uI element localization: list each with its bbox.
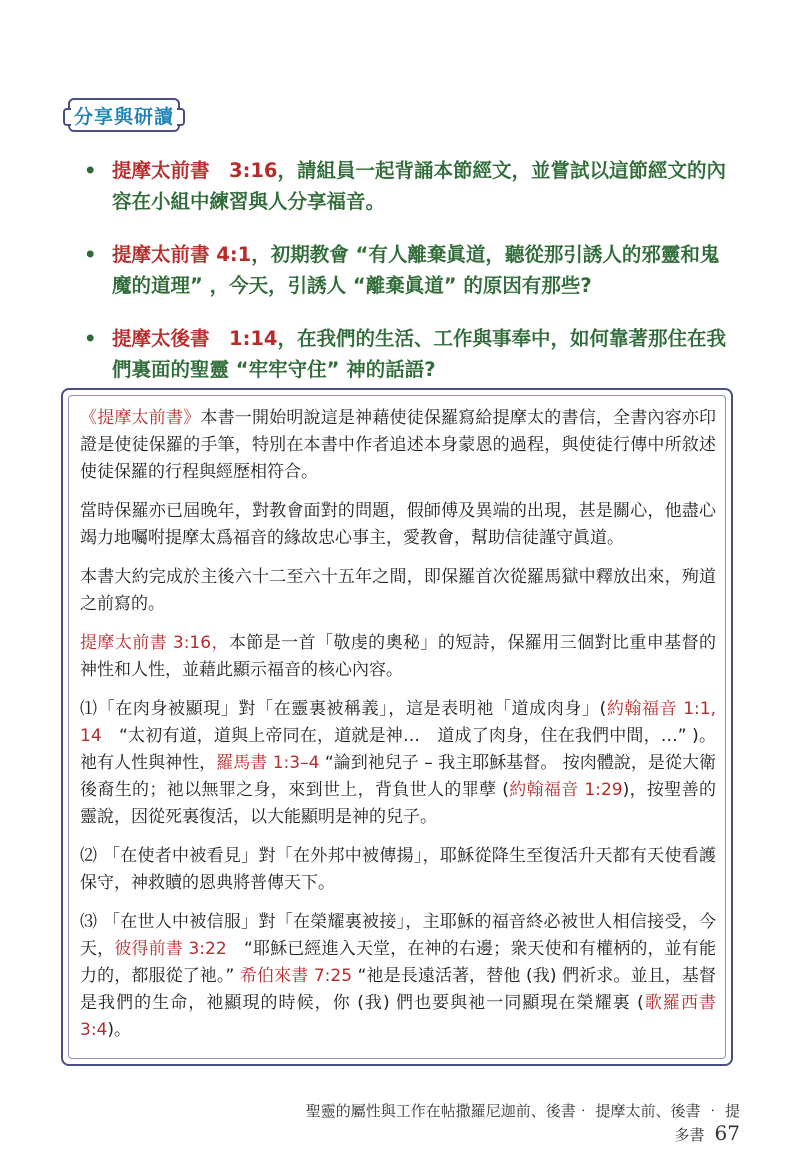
section-tag bbox=[68, 98, 180, 132]
bullet-icon: • bbox=[84, 243, 97, 266]
paragraph-text: “論到祂兒子 – 我主耶穌基督。 按肉體說，是從大衛後裔生的；祂以無罪之身，來到世上，背負世人的罪孽 ( bbox=[80, 753, 716, 800]
question-text: ，請組員一起背誦本節經文，並嘗試以這節經文的內容在小組中練習與人分享福音。 bbox=[112, 159, 727, 213]
verse-ref: 羅馬書 1:3–4 bbox=[216, 753, 320, 773]
paragraph-text: )，按聖善的靈說，因從死裏復活，以大能顯明是神的兒子。 bbox=[80, 780, 716, 827]
page-footer bbox=[300, 1100, 740, 1145]
paragraph bbox=[80, 564, 716, 618]
question-ref: 提摩太後書 1:14 bbox=[112, 327, 278, 350]
question-ref: 提摩太前書 3:16 bbox=[112, 159, 278, 182]
paragraph bbox=[80, 843, 716, 897]
discussion-questions bbox=[78, 155, 728, 407]
paragraph bbox=[80, 909, 716, 1044]
verse-ref: 歌羅西書 3:4 bbox=[80, 993, 717, 1040]
verse-ref: 約翰福音 1:29 bbox=[508, 780, 623, 800]
question-text: ，在我們的生活、工作與事奉中，如何靠著那住在我們裏面的聖靈 “牢牢守住” 神的話語? bbox=[112, 327, 727, 381]
commentary-body bbox=[80, 405, 716, 1056]
bullet-icon: • bbox=[84, 159, 97, 182]
verse-ref: 彼得前書 3:22 bbox=[114, 939, 227, 959]
question-item bbox=[78, 323, 728, 385]
paragraph-text: 本書大約完成於主後六十二至六十五年之間，即保羅首次從羅馬獄中釋放出來，殉道之前寫的。 bbox=[80, 567, 716, 614]
paragraph bbox=[80, 498, 716, 552]
paragraph-text: “耶穌已經進入天堂，在神的右邊；衆天使和有權柄的，並有能力的，都服從了祂。” bbox=[80, 939, 716, 986]
book-ref: 《提摩太前書》 bbox=[80, 408, 201, 428]
paragraph-text: ⑶ 「在世人中被信服」對「在榮耀裏被接」，主耶穌的福音終必被世人相信接受，今天， bbox=[80, 912, 716, 959]
section-tag-label: 分享與研讀 bbox=[73, 105, 174, 128]
paragraph-text: ⑴「在肉身被顯現」對「在靈裏被稱義」，這是表明祂「道成肉身」( bbox=[80, 699, 607, 719]
running-title: 聖靈的屬性與工作在帖撒羅尼迦前、後書‧ 提摩太前、後書 ‧ 提多書 bbox=[305, 1102, 740, 1144]
paragraph bbox=[80, 696, 716, 831]
question-text: ，初期教會 “有人離棄眞道，聽從那引誘人的邪靈和鬼魔的道理” ，今天，引誘人 “離棄眞道” 的原因有那些? bbox=[112, 243, 720, 297]
question-item bbox=[78, 155, 728, 217]
paragraph-text: 本書一開始明說這是神藉使徒保羅寫給提摩太的書信，全書內容亦印證是使徒保羅的手筆，特別在本書中作者追述本身蒙恩的過程，與使徒行傳中所敘述使徒保羅的行程與經歷相符合。 bbox=[80, 408, 717, 482]
question-item bbox=[78, 239, 728, 301]
paragraph-text: ⑵ 「在使者中被看見」對「在外邦中被傳揚」，耶穌從降生至復活升天都有天使看護保守，神救贖的恩典將普傳天下。 bbox=[80, 846, 716, 893]
paragraph bbox=[80, 405, 716, 486]
question-ref: 提摩太前書 4:1 bbox=[112, 243, 252, 266]
paragraph bbox=[80, 630, 716, 684]
paragraph-text: 當時保羅亦已屆晚年，對教會面對的問題，假師傅及異端的出現，甚是關心，他盡心竭力地囑咐提摩太爲福音的緣故忠心事主，愛教會，幫助信徒謹守眞道。 bbox=[80, 501, 716, 548]
verse-ref: 提摩太前書 3:16， bbox=[80, 633, 229, 653]
paragraph-text: “祂是長遠活著，替他 (我) 們祈求。並且，基督是我們的生命，祂顯現的時候，你 (我) 們也要與祂一同顯現在榮耀裏 ( bbox=[80, 966, 716, 1013]
bullet-icon: • bbox=[84, 327, 97, 350]
paragraph-text: 本節是一首「敬虔的奧秘」的短詩，保羅用三個對比重申基督的神性和人性，並藉此顯示福音的核心內容。 bbox=[80, 633, 716, 680]
verse-ref: 希伯來書 7:25 bbox=[239, 966, 353, 986]
paragraph-text: )。 bbox=[107, 1020, 131, 1040]
verse-ref: 約翰福音 1:1, 14 bbox=[80, 699, 717, 746]
page-number: 67 bbox=[714, 1121, 740, 1145]
paragraph-text: “太初有道，道與上帝同在，道就是神… 道成了肉身，住在我們中間，…” )。 祂有人性與神性， bbox=[80, 726, 716, 773]
